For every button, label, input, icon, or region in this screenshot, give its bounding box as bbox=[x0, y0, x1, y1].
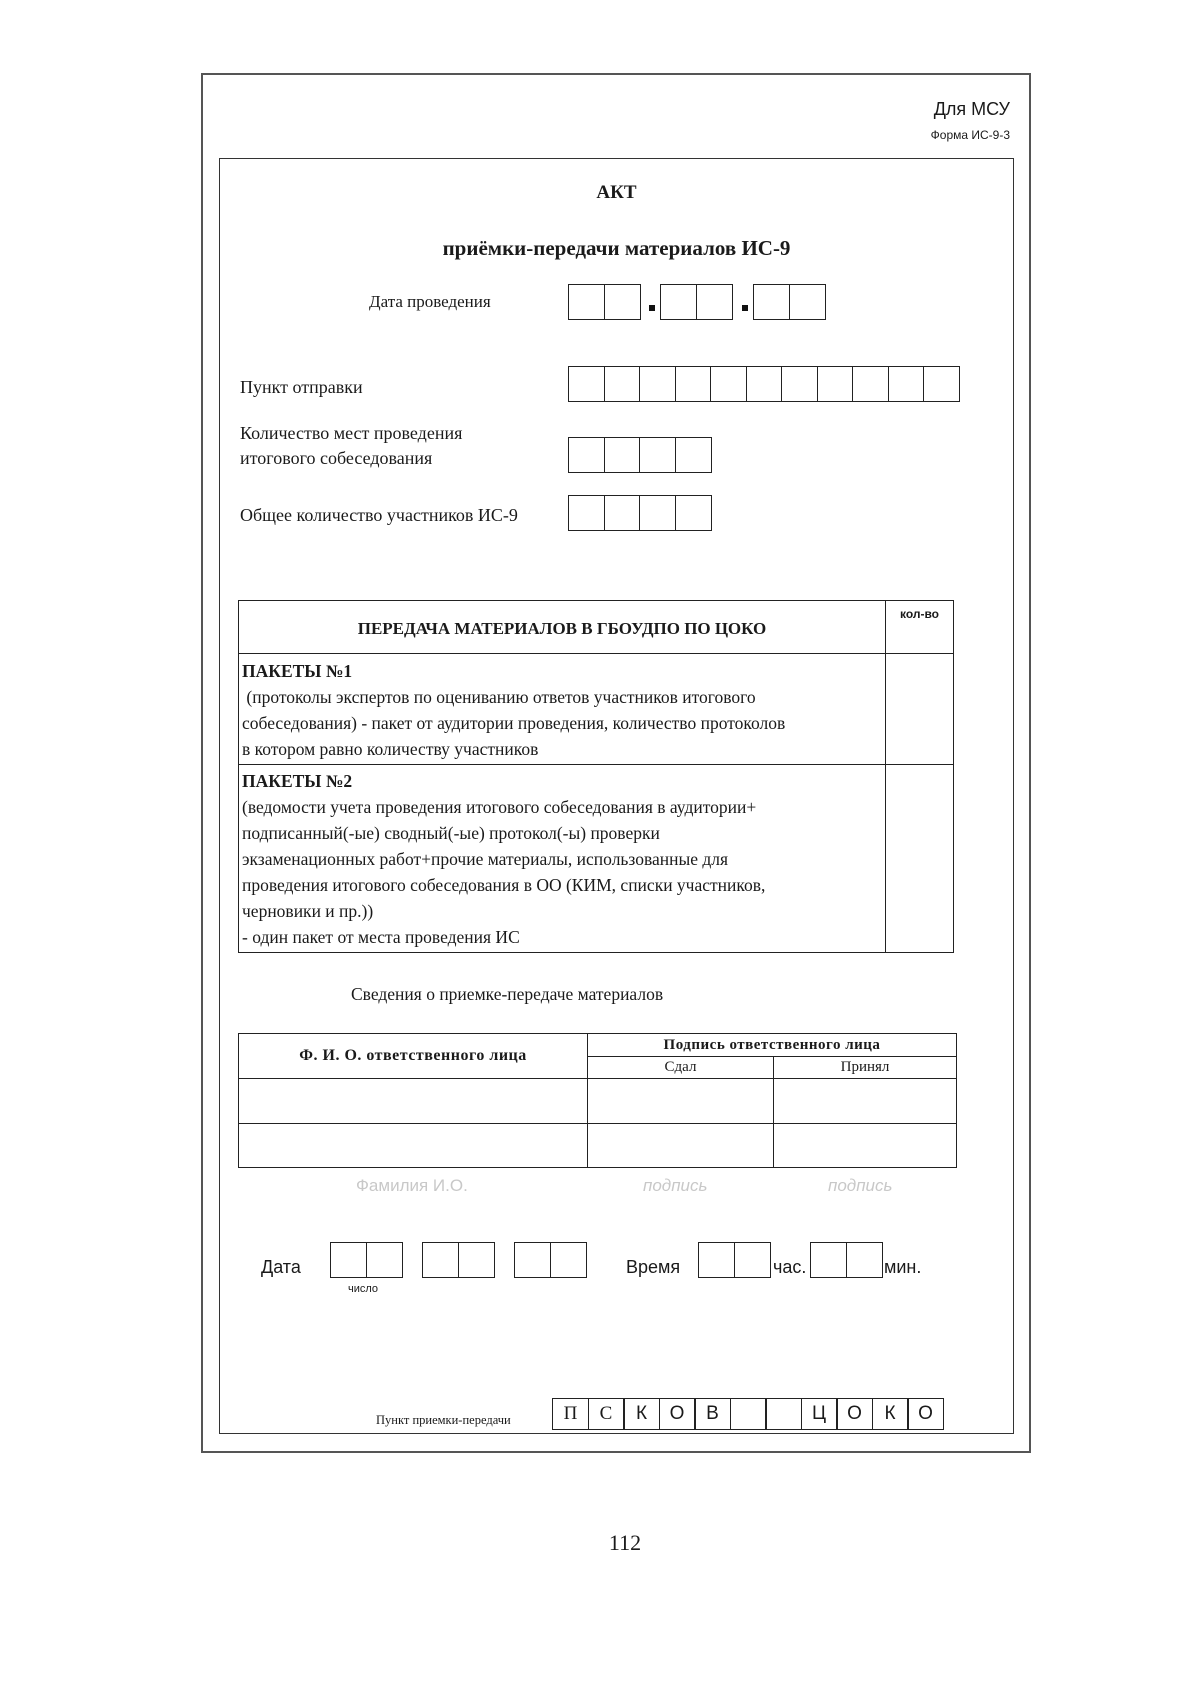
digit-box[interactable] bbox=[675, 437, 712, 473]
sender-label: Пункт отправки bbox=[240, 377, 363, 397]
day-boxes[interactable] bbox=[330, 1242, 403, 1278]
qty-header: кол-во bbox=[886, 601, 954, 654]
digit-box[interactable] bbox=[753, 284, 790, 320]
act-subtitle: приёмки-передачи материалов ИС-9 bbox=[442, 236, 791, 260]
digit-box[interactable] bbox=[604, 495, 641, 531]
date-separator bbox=[649, 305, 655, 311]
package-1-line: в котором равно количеству участников bbox=[242, 739, 539, 759]
letter-box bbox=[765, 1398, 802, 1430]
package-2-line: подписанный(-ые) сводный(-ые) протокол(-ы) проверки bbox=[242, 823, 660, 843]
day-hint: число bbox=[348, 1283, 379, 1295]
letter-box: Ц bbox=[801, 1398, 838, 1430]
hint-name: Фамилия И.О. bbox=[356, 1176, 468, 1195]
package-1-qty[interactable] bbox=[886, 654, 954, 765]
minutes-boxes[interactable] bbox=[810, 1242, 883, 1278]
date-separator bbox=[742, 305, 748, 311]
transfer-caption: Сведения о приемке-передаче материалов bbox=[351, 984, 664, 1004]
table-row bbox=[239, 1124, 957, 1168]
code-box[interactable] bbox=[675, 366, 712, 402]
digit-box[interactable] bbox=[568, 284, 605, 320]
digit-box[interactable] bbox=[698, 1242, 735, 1278]
col-received-header: Принял bbox=[774, 1057, 957, 1079]
digit-box[interactable] bbox=[639, 437, 676, 473]
date-label-bottom: Дата bbox=[261, 1257, 301, 1277]
letter-box: К bbox=[623, 1398, 660, 1430]
date-label: Дата проведения bbox=[369, 292, 491, 311]
minutes-label: мин. bbox=[884, 1257, 922, 1277]
package-1-line: (протоколы экспертов по оцениванию ответов участников итогового bbox=[242, 687, 756, 707]
package-2-line: проведения итогового собеседования в ОО (КИМ, списки участников, bbox=[242, 875, 766, 895]
code-box[interactable] bbox=[568, 366, 605, 402]
digit-box[interactable] bbox=[675, 495, 712, 531]
name-cell[interactable] bbox=[239, 1079, 588, 1124]
table-row bbox=[239, 765, 954, 953]
code-box[interactable] bbox=[888, 366, 925, 402]
digit-box[interactable] bbox=[604, 437, 641, 473]
gave-sign-cell[interactable] bbox=[588, 1079, 774, 1124]
digit-box[interactable] bbox=[330, 1242, 367, 1278]
package-2-title: ПАКЕТЫ №2 bbox=[242, 771, 353, 791]
code-box[interactable] bbox=[710, 366, 747, 402]
package-2-line: экзаменационных работ+прочие материалы, использованные для bbox=[242, 849, 729, 869]
package-2-qty[interactable] bbox=[886, 765, 954, 953]
received-sign-cell[interactable] bbox=[774, 1124, 957, 1168]
package-2-line: (ведомости учета проведения итогового собеседования в аудитории+ bbox=[242, 797, 757, 817]
code-box[interactable] bbox=[923, 366, 960, 402]
digit-box[interactable] bbox=[789, 284, 826, 320]
package-1-title: ПАКЕТЫ №1 bbox=[242, 661, 353, 681]
letter-box: К bbox=[872, 1398, 909, 1430]
month-boxes[interactable] bbox=[422, 1242, 495, 1278]
code-box[interactable] bbox=[817, 366, 854, 402]
code-box[interactable] bbox=[746, 366, 783, 402]
digit-box[interactable] bbox=[810, 1242, 847, 1278]
signature-table bbox=[238, 1033, 957, 1168]
digit-box[interactable] bbox=[514, 1242, 551, 1278]
reception-letter-boxes bbox=[552, 1398, 944, 1430]
participants-count-boxes[interactable] bbox=[568, 495, 712, 531]
letter-box: В bbox=[694, 1398, 731, 1430]
col-signature-header: Подпись ответственного лица bbox=[588, 1034, 957, 1057]
digit-box[interactable] bbox=[458, 1242, 495, 1278]
letter-box: П bbox=[552, 1398, 589, 1430]
digit-box[interactable] bbox=[639, 495, 676, 531]
sender-code-boxes[interactable] bbox=[568, 366, 960, 402]
page-number: 112 bbox=[608, 1530, 642, 1555]
code-box[interactable] bbox=[604, 366, 641, 402]
participants-label: Общее количество участников ИС-9 bbox=[240, 505, 518, 525]
digit-box[interactable] bbox=[734, 1242, 771, 1278]
audience-label: Для МСУ bbox=[933, 99, 1010, 119]
places-label-line2: итогового собеседования bbox=[240, 448, 433, 468]
act-title: АКТ bbox=[596, 182, 637, 203]
gave-sign-cell[interactable] bbox=[588, 1124, 774, 1168]
places-count-boxes[interactable] bbox=[568, 437, 712, 473]
date-day-boxes[interactable] bbox=[568, 284, 641, 320]
letter-box: С bbox=[588, 1398, 625, 1430]
date-year-boxes[interactable] bbox=[753, 284, 826, 320]
hours-boxes[interactable] bbox=[698, 1242, 771, 1278]
table-row bbox=[239, 654, 954, 765]
package-1-line: собеседования) - пакет от аудитории проведения, количество протоколов bbox=[242, 713, 786, 733]
digit-box[interactable] bbox=[568, 437, 605, 473]
digit-box[interactable] bbox=[696, 284, 733, 320]
package-2-line: черновики и пр.)) bbox=[242, 901, 374, 921]
digit-box[interactable] bbox=[660, 284, 697, 320]
digit-box[interactable] bbox=[550, 1242, 587, 1278]
materials-table bbox=[238, 600, 954, 953]
time-label: Время bbox=[626, 1257, 681, 1277]
letter-box bbox=[730, 1398, 767, 1430]
letter-box: О bbox=[836, 1398, 873, 1430]
col-gave-header: Сдал bbox=[588, 1057, 774, 1079]
hint-sign-received: подпись bbox=[828, 1176, 893, 1195]
package-2-line: - один пакет от места проведения ИС bbox=[242, 927, 520, 947]
digit-box[interactable] bbox=[846, 1242, 883, 1278]
places-label-line1: Количество мест проведения bbox=[240, 423, 463, 443]
materials-header: ПЕРЕДАЧА МАТЕРИАЛОВ В ГБОУДПО ПО ЦОКО bbox=[239, 601, 886, 654]
hint-sign-gave: подпись bbox=[643, 1176, 708, 1195]
received-sign-cell[interactable] bbox=[774, 1079, 957, 1124]
digit-box[interactable] bbox=[366, 1242, 403, 1278]
reception-label: Пункт приемки-передачи bbox=[376, 1413, 511, 1427]
code-box[interactable] bbox=[852, 366, 889, 402]
year-boxes[interactable] bbox=[514, 1242, 587, 1278]
table-row bbox=[239, 1079, 957, 1124]
code-box[interactable] bbox=[781, 366, 818, 402]
digit-box[interactable] bbox=[604, 284, 641, 320]
col-name-header: Ф. И. О. ответственного лица bbox=[239, 1034, 588, 1079]
code-box[interactable] bbox=[639, 366, 676, 402]
name-cell[interactable] bbox=[239, 1124, 588, 1168]
digit-box[interactable] bbox=[568, 495, 605, 531]
form-code: Форма ИС-9-3 bbox=[930, 128, 1010, 142]
digit-box[interactable] bbox=[422, 1242, 459, 1278]
hours-label: час. bbox=[773, 1257, 807, 1277]
date-month-boxes[interactable] bbox=[660, 284, 733, 320]
letter-box: О bbox=[907, 1398, 944, 1430]
letter-box: О bbox=[659, 1398, 696, 1430]
